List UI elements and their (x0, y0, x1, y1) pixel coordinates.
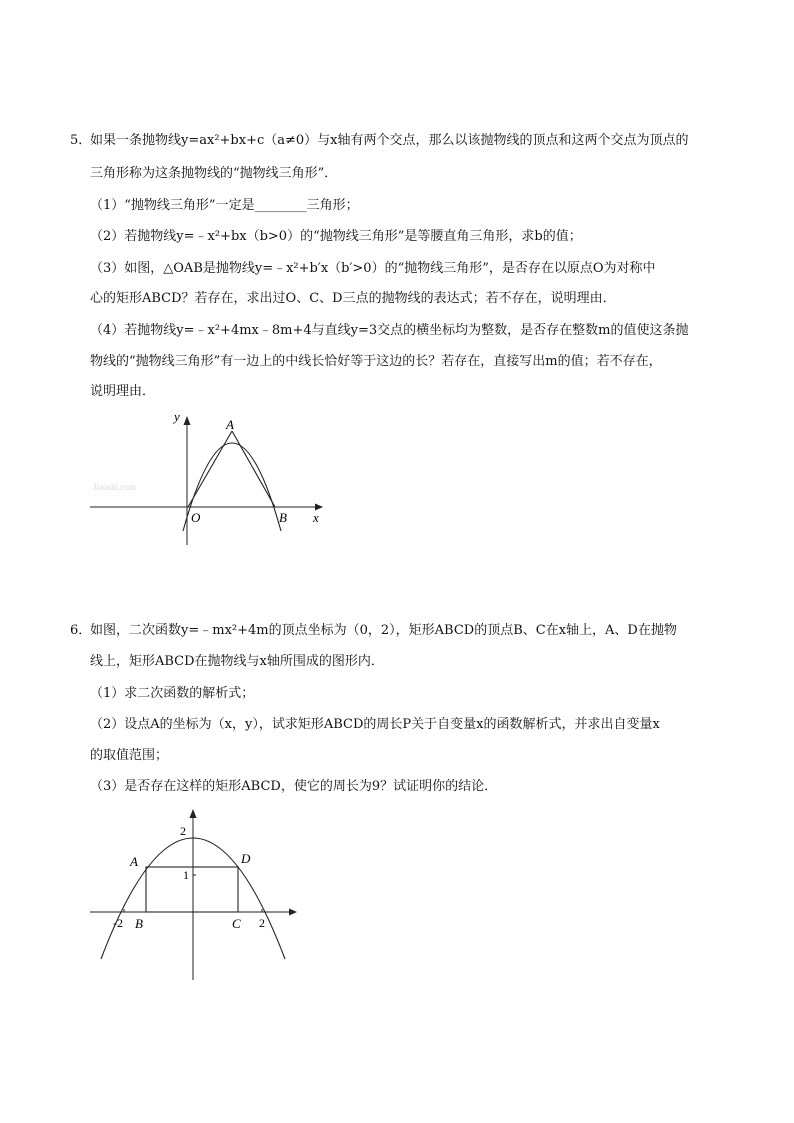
q6-line-4: （2）设点A的坐标为（x，y），试求矩形ABCD的周长P关于自变量x的函数解析式，并求出自变量x (90, 717, 660, 732)
q6-line-5: 的取值范围； (90, 748, 169, 763)
q5-line-3: （1）“抛物线三角形”一定是________三角形； (90, 198, 359, 213)
q5-line-7: （4）若抛物线y=﹣x²+4mx﹣8m+4与直线y=3交点的横坐标均为整数，是否存在整数m的值使这条抛 (90, 323, 689, 338)
q5-figure (85, 405, 335, 555)
q6-line-6: （3）是否存在这样的矩形ABCD，使它的周长为9？试证明你的结论． (90, 779, 498, 794)
q5-line-4: （2）若抛物线y=﹣x²+bx（b>0）的“抛物线三角形”是等腰直角三角形，求b的值； (90, 229, 582, 244)
q5-line-1: 如果一条抛物线y=ax²+bx+c（a≠0）与x轴有两个交点，那么以该抛物线的顶点和这两个交点为顶点的 (90, 133, 689, 148)
q6-label-neg2: -2 (113, 916, 123, 930)
q6-label-B: B (135, 916, 143, 931)
q6-label-1: 1 (183, 868, 189, 882)
q6-rectangle-ABCD (146, 867, 238, 912)
q6-line-3: （1）求二次函数的解析式； (90, 686, 255, 701)
q6-label-C: C (232, 916, 241, 931)
q6-line-2: 线上，矩形ABCD在抛物线与x轴所围成的图形内． (90, 654, 384, 669)
q5-watermark: Jiaoshi.com (93, 482, 136, 492)
q5-label-A: A (226, 417, 234, 432)
q6-line-1: 如图，二次函数y=﹣mx²+4m的顶点坐标为（0，2），矩形ABCD的顶点B、C在x轴上，A、D在抛物 (90, 623, 677, 638)
q5-segment-OA (188, 431, 232, 507)
q5-number: 5． (70, 133, 92, 148)
q5-label-y: y (174, 409, 180, 424)
q5-line-5: （3）如图，△OAB是抛物线y=﹣x²+b′x（b′>0）的“抛物线三角形”，是否存在以原点O为对称中 (90, 261, 656, 276)
q6-figure (85, 805, 310, 985)
q5-line-6: 心的矩形ABCD？若存在，求出过O、C、D三点的抛物线的表达式；若不存在，说明理由． (90, 291, 616, 306)
q6-label-2-top: 2 (180, 824, 186, 838)
q6-label-A: A (130, 854, 138, 869)
q6-label-D: D (241, 851, 251, 866)
q5-line-9: 说明理由． (90, 384, 156, 399)
q5-label-B: B (279, 510, 287, 525)
q6-y-arrow (190, 809, 197, 818)
q5-label-O: O (191, 510, 201, 525)
q5-y-arrow (184, 416, 191, 425)
q6-label-2-right: 2 (259, 916, 265, 930)
q5-line-8: 物线的“抛物线三角形”有一边上的中线长恰好等于这边的长？若存在，直接写出m的值；若不存在， (90, 354, 662, 369)
q5-segment-AB (232, 431, 275, 507)
q6-x-arrow (289, 909, 297, 916)
q5-label-x: x (313, 510, 319, 525)
q6-number: 6． (70, 623, 92, 638)
q5-line-2: 三角形称为这条抛物线的“抛物线三角形”． (90, 166, 338, 181)
